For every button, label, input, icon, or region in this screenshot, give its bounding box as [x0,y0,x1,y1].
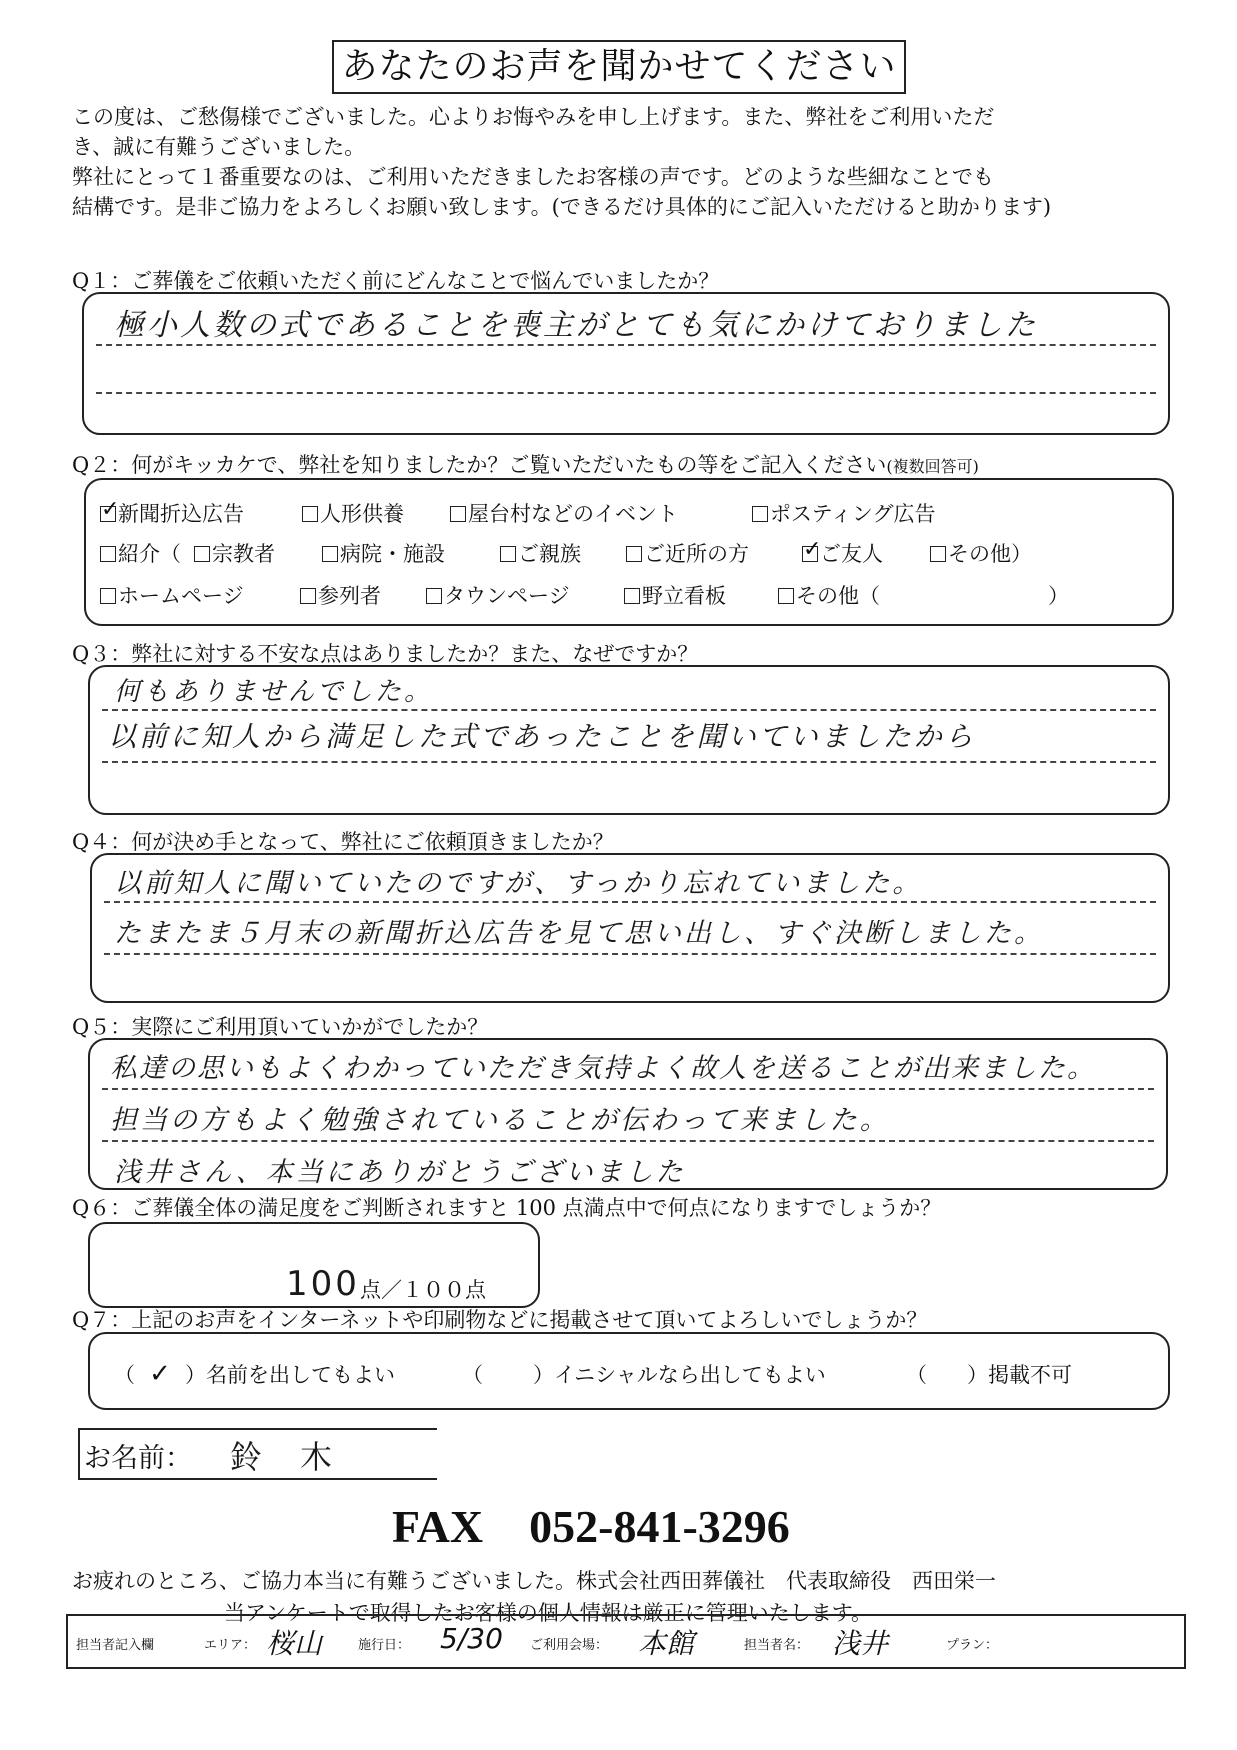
q3-answer-line-1: 何もありませんでした。 [114,677,434,707]
checkbox-icon[interactable] [322,546,338,562]
q2-note: (複数回答可) [886,457,979,476]
checkbox-icon[interactable] [100,588,116,604]
checkbox-icon[interactable] [100,506,116,522]
venue-value: 本館 [638,1627,695,1660]
name-field[interactable] [78,1428,437,1480]
person-value: 浅井 [832,1627,889,1660]
intro-line-2: き、誠に有難うございました。 [72,135,366,159]
q4-answer-box[interactable] [90,853,1170,1003]
q2-answer-box [84,478,1174,626]
q7-option-name-ok[interactable]: （ ✓ ）名前を出してもよい [114,1359,395,1389]
checkbox-icon[interactable] [426,588,442,604]
option-religious[interactable]: 宗教者 [194,538,275,568]
person-label: 担当者名： [744,1638,810,1653]
ruled-line [102,761,1156,763]
date-label: 施行日： [358,1638,411,1653]
checkbox-icon[interactable] [100,546,116,562]
option-friends[interactable]: ✓ ご友人 [802,538,883,568]
name-value: 鈴 木 [230,1438,336,1476]
q1-question: Q１：ご葬儀をご依頼いただく前にどんなことで悩んでいましたか？ [72,269,720,293]
ruled-line [102,1140,1154,1142]
option-relatives[interactable]: ご親族 [500,538,581,568]
area-value: 桜山 [266,1627,323,1660]
option-other[interactable]: その他（ [778,580,880,610]
area-label: エリア： [204,1638,257,1653]
q6-question: Q６：ご葬儀全体の満足度をご判断されますと 100 点満点中で何点になりますでしょうか？ [72,1196,942,1220]
checkbox-icon[interactable] [930,546,946,562]
q3-question: Q３：弊社に対する不安な点はありましたか？また、なぜですか？ [72,642,699,666]
plan-label: プラン： [946,1638,999,1653]
option-newspaper-insert[interactable]: ✓新聞折込広告 [100,498,244,528]
q6-score-suffix: 点／１００点 [360,1278,486,1302]
date-value: 5/30 [440,1622,503,1655]
q4-question: Q４：何が決め手となって、弊社にご依頼頂きましたか？ [72,830,614,854]
q6-score: 100 [286,1264,360,1304]
q6-score-box[interactable] [88,1222,540,1308]
option-referral[interactable]: 紹介（ [100,538,181,568]
q5-answer-line-1: 私達の思いもよくわかっていただき気持よく故人を送ることが出来ました。 [110,1053,1096,1084]
option-attendee[interactable]: 参列者 [300,580,381,610]
option-billboard[interactable]: 野立看板 [624,580,726,610]
footer-privacy: 当アンケートで取得したお客様の個人情報は厳正に管理いたします。 [224,1601,873,1625]
ruled-line [96,392,1156,394]
checkbox-icon[interactable] [778,588,794,604]
q4-answer-line-1: 以前知人に聞いていたのですが、すっかり忘れていました。 [114,868,923,899]
q1-answer-box[interactable] [82,292,1170,435]
checkbox-icon[interactable] [802,546,818,562]
q7-question: Q７：上記のお声をインターネットや印刷物などに掲載させて頂いてよろしいでしょうか？ [72,1308,928,1332]
option-neighbors[interactable]: ご近所の方 [626,538,749,568]
q1-answer: 極小人数の式であることを喪主がとても気にかけておりました [114,308,1038,343]
ruled-line [102,1088,1154,1090]
q2-question-text: Q２：何がキッカケで、弊社を知りましたか？ご覧いただいたもの等をご記入ください [72,453,887,477]
intro-line-1: この度は、ご愁傷様でございました。心よりお悔やみを申し上げます。また、弊社をご利用いただ [72,105,995,129]
staff-label: 担当者記入欄 [76,1638,155,1653]
checkbox-icon[interactable] [752,506,768,522]
option-homepage[interactable]: ホームページ [100,580,244,610]
q7-answer-box [88,1332,1170,1410]
option-event[interactable]: 屋台村などのイベント [450,498,678,528]
q3-answer-box[interactable] [88,665,1170,815]
checkbox-icon[interactable] [194,546,210,562]
close-paren: ） [1048,584,1069,608]
q7-option-no-publish[interactable]: （ ）掲載不可 [906,1363,1072,1387]
option-hospital[interactable]: 病院・施設 [322,538,445,568]
q5-answer-box[interactable] [88,1038,1168,1190]
checkbox-icon[interactable] [450,506,466,522]
fax-number: FAX 052-841-3296 [392,1501,790,1552]
checkbox-icon[interactable] [302,506,318,522]
q5-answer-line-3: 浅井さん、本当にありがとうございました [114,1157,686,1188]
checkbox-icon[interactable] [500,546,516,562]
ruled-line [104,953,1156,955]
intro-line-3: 弊社にとって１番重要なのは、ご利用いただきましたお客様の声です。どのような些細なことでも [72,165,994,189]
venue-label: ご利用会場： [530,1638,609,1653]
name-label: お名前： [84,1443,192,1474]
option-townpage[interactable]: タウンページ [426,580,570,610]
ruled-line [102,709,1156,711]
ruled-line [96,344,1156,346]
staff-entry-box [66,1614,1186,1669]
footer-thanks: お疲れのところ、ご協力本当に有難うございました。株式会社西田葬儀社 代表取締役 西田栄一 [72,1569,996,1593]
intro-line-4: 結構です。是非ご協力をよろしくお願い致します。(できるだけ具体的にご記入いただけると助かります) [72,195,1052,219]
option-doll-memorial[interactable]: 人形供養 [302,498,404,528]
q4-answer-line-2: たまたま５月末の新聞折込広告を見て思い出し、すぐ決断しました。 [114,918,1044,949]
page-title: あなたのお声を聞かせてください [332,40,906,94]
check-icon: ✓ [149,1359,171,1389]
checkbox-icon[interactable] [624,588,640,604]
option-other-referral[interactable]: その他） [930,538,1032,568]
option-posting-ad[interactable]: ポスティング広告 [752,498,935,528]
q7-option-initials[interactable]: （ ）イニシャルなら出してもよい [462,1363,826,1387]
ruled-line [104,901,1156,903]
q2-question [72,449,979,479]
q5-answer-line-2: 担当の方もよく勉強されていることが伝わって来ました。 [110,1105,890,1136]
checkbox-icon[interactable] [626,546,642,562]
checkbox-icon[interactable] [300,588,316,604]
q5-question: Q５：実際にご利用頂いていかがでしたか？ [72,1015,489,1039]
q3-answer-line-2: 以前に知人から満足した式であったことを聞いていましたから [108,720,976,753]
